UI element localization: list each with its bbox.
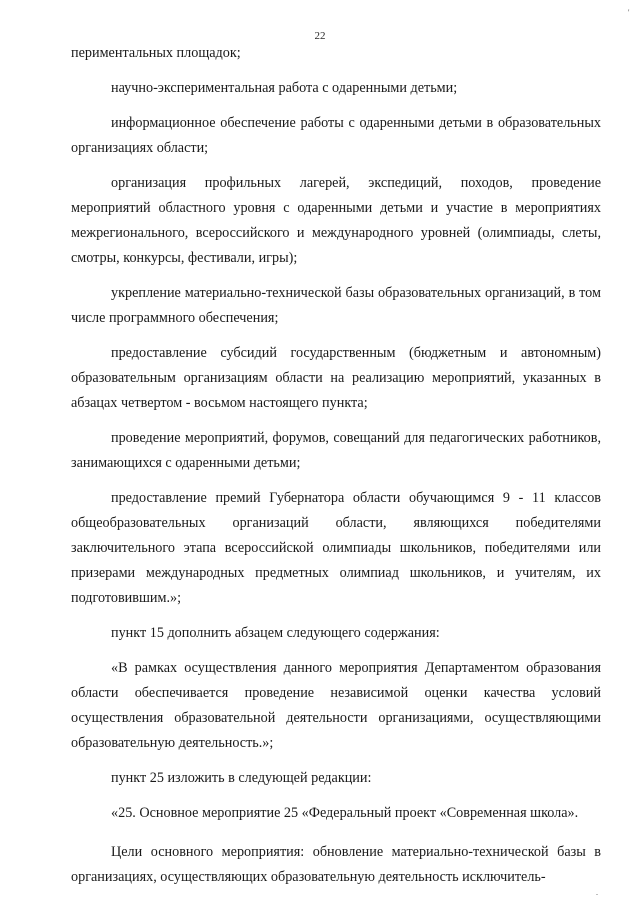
paragraph: информационное обеспечение работы с одаренными детьми в образовательных организациях области; <box>71 115 601 156</box>
paragraph: научно-экспериментальная работа с одаренными детьми; <box>111 80 458 96</box>
document-body <box>71 41 601 900</box>
paragraph: укрепление материально-технической базы образовательных организаций, в том числе программного обеспечения; <box>71 285 601 326</box>
paragraph: предоставление премий Губернатора области обучающимся 9 - 11 классов общеобразовательных организаций области, являющихся победителями заключительного этапа всероссийской олимпиады школьников, победителями или призерами международных предметных олимпиад школьников, и учителям, их подготовившим.»; <box>71 490 601 606</box>
paragraph: проведение мероприятий, форумов, совещаний для педагогических работников, занимающихся с одаренными детьми; <box>71 430 601 471</box>
paragraph: Цели основного мероприятия: обновление материально-технической базы в организациях, осуществляющих образовательную деятельность исключитель- <box>71 844 601 885</box>
paragraph: пункт 15 дополнить абзацем следующего содержания: <box>111 625 440 641</box>
paragraph: организация профильных лагерей, экспедиций, походов, проведение мероприятий областного уровня с одаренными детьми и участие в мероприятиях межрегионального, всероссийского и международного уровней (олимпиады, слеты, смотры, конкурсы, фестивали, игры); <box>71 175 601 266</box>
paragraph: периментальных площадок; <box>71 45 241 61</box>
page-number: 22 <box>314 30 326 42</box>
scan-mark: . <box>596 888 598 897</box>
paragraph: «В рамках осуществления данного мероприятия Департаментом образования области обеспечивается проведение независимой оценки качества условий осуществления образовательной деятельности организациями, осуществляющими образовательную деятельность.»; <box>71 660 601 751</box>
scan-mark: ' <box>628 8 630 17</box>
paragraph: пункт 25 изложить в следующей редакции: <box>111 770 372 786</box>
paragraph: предоставление субсидий государственным (бюджетным и автономным) образовательным организациям области на реализацию мероприятий, указанных в абзацах четвертом - восьмом настоящего пункта; <box>71 345 601 411</box>
paragraph: «25. Основное мероприятие 25 «Федеральный проект «Современная школа». <box>111 805 579 821</box>
